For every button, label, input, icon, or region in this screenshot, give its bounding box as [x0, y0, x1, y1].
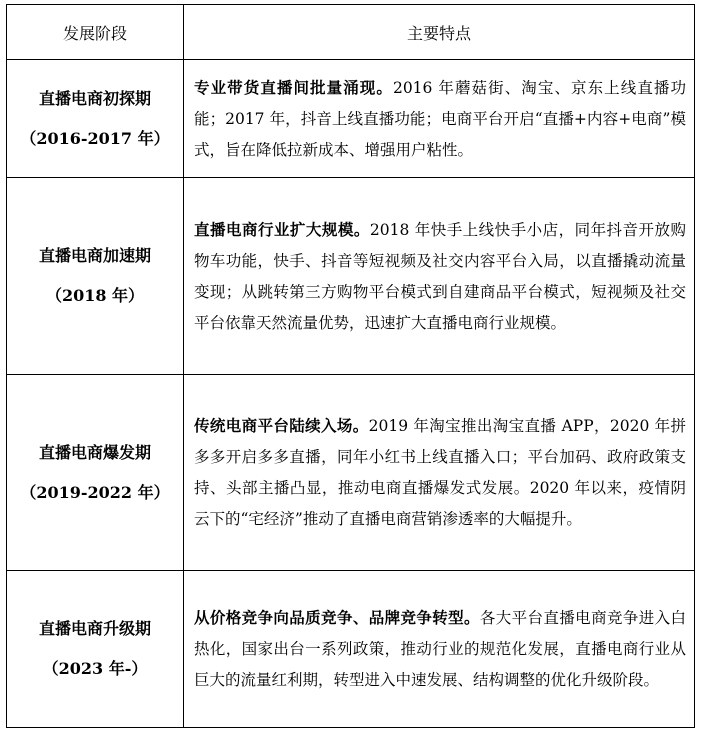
stage-cell [7, 178, 184, 375]
stage-name: 直播电商升级期 [38, 619, 151, 638]
stage-years: （2023 年-） [42, 659, 148, 678]
header-stage: 发展阶段 [7, 5, 184, 60]
feature-detail: 2018 年快手上线快手小店，同年抖音开放购物车功能，快手、抖音等短视频及社交内容平台入局，以直播撬动流量变现；从跳转第三方购物平台模式到自建商品平台模式，短视频及社交平台依靠天然流量优势，迅速扩大直播电商行业规模。 [194, 220, 686, 332]
feature-detail: 2016 年蘑菇街、淘宝、京东上线直播功能；2017 年，抖音上线直播功能；电商平台开启“直播+内容+电商”模式，旨在降低拉新成本、增强用户粘性。 [194, 78, 686, 159]
stage-years: （2019-2022 年） [20, 482, 170, 502]
header-features: 主要特点 [184, 5, 695, 60]
table-row [7, 60, 695, 178]
feature-lead: 专业带货直播间批量涌现。 [194, 77, 393, 97]
feature-lead: 从价格竞争向品质竞争、品牌竞争转型。 [194, 608, 480, 627]
table-header-row [7, 5, 695, 60]
stage-years: （2018 年） [45, 286, 145, 305]
table-row [7, 178, 695, 375]
stage-name: 直播电商加速期 [38, 246, 151, 265]
feature-lead: 传统电商平台陆续入场。 [194, 416, 369, 435]
stage-years: （2016-2017 年） [20, 128, 170, 148]
development-stages-table [6, 4, 695, 728]
table-row [7, 571, 695, 728]
stage-name: 直播电商初探期 [38, 88, 151, 108]
table-row [7, 375, 695, 571]
stage-cell [7, 571, 184, 728]
feature-detail: 各大平台直播电商竞争进入白热化，国家出台一系列政策，推动行业的规范化发展，直播电商行业从巨大的流量红利期，转型进入中速发展、结构调整的优化升级阶段。 [194, 609, 686, 689]
feature-detail: 2019 年淘宝推出淘宝直播 APP，2020 年拼多多开启多多直播，同年小红书上线直播入口；平台加码、政府政策支持、头部主播凸显，推动电商直播爆发式发展。2020 年以来，疫情阴云下的“宅经济”推动了直播电商营销渗透率的大幅提升。 [194, 417, 686, 528]
stage-cell [7, 375, 184, 571]
feature-cell [184, 178, 695, 375]
feature-cell [184, 571, 695, 728]
stage-cell [7, 60, 184, 178]
feature-cell [184, 60, 695, 178]
stage-name: 直播电商爆发期 [38, 442, 151, 462]
feature-cell [184, 375, 695, 571]
feature-lead: 直播电商行业扩大规模。 [194, 219, 370, 239]
